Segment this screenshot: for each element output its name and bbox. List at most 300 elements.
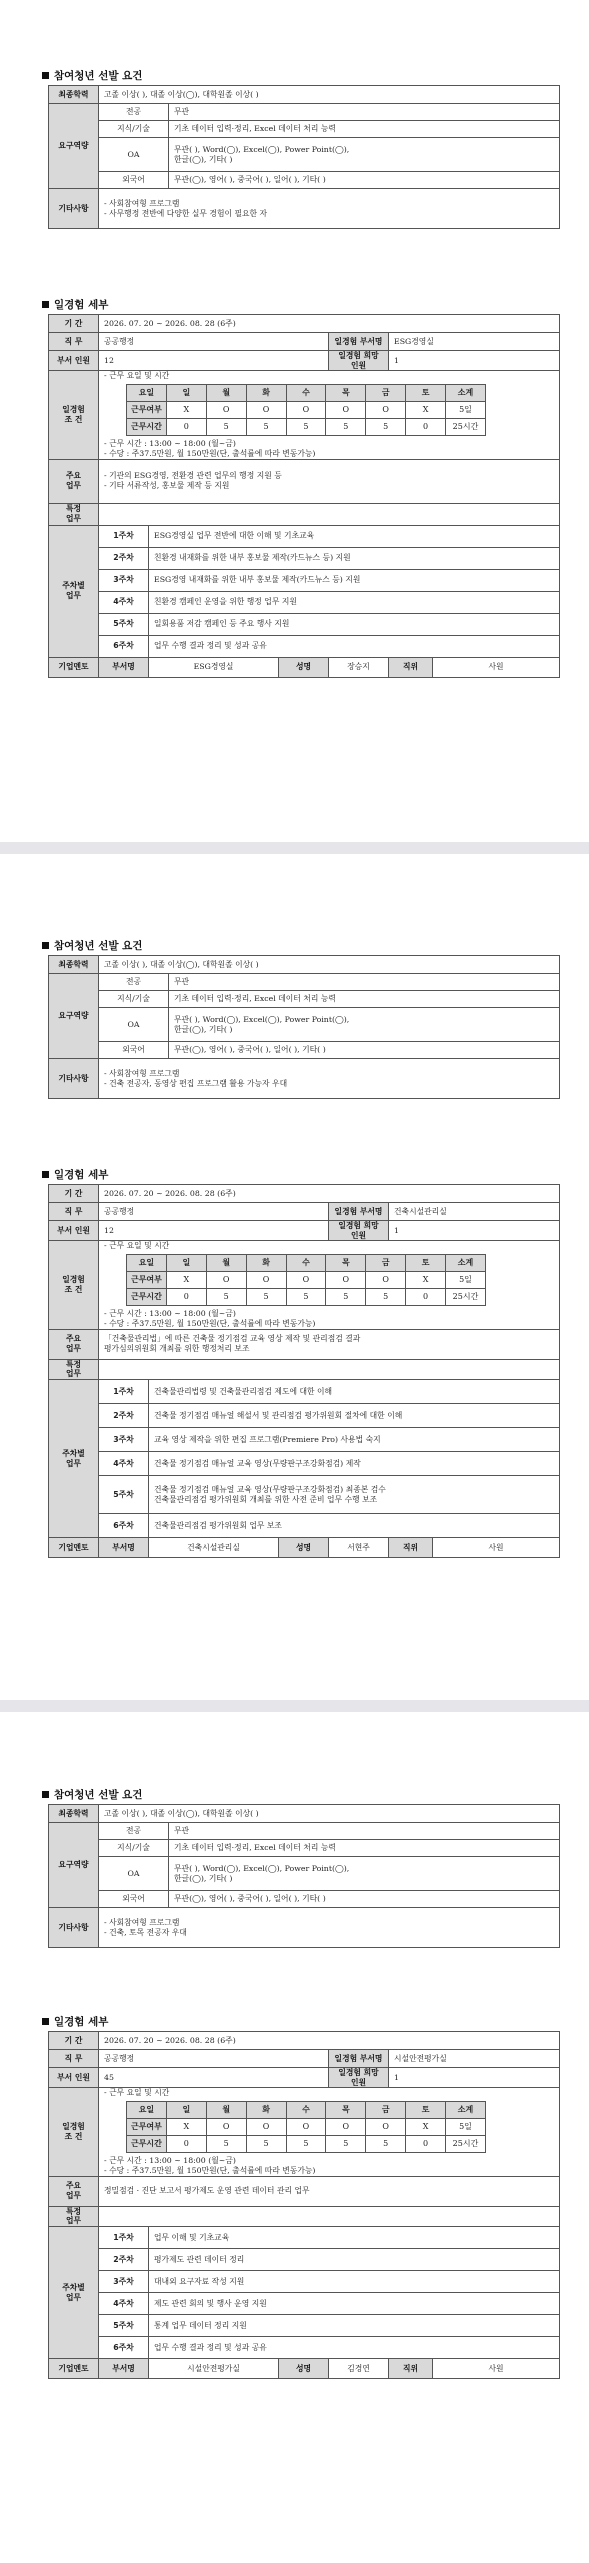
condition-line: - 근무 시간 : 13:00 ~ 18:00 (월~금) <box>104 439 236 449</box>
schedule-cell: X <box>166 2119 206 2136</box>
week-task <box>149 1404 560 1428</box>
schedule-cell: X <box>406 402 446 419</box>
schedule-cell: 0 <box>166 2136 206 2153</box>
mentor-name-value: 장승지 <box>329 657 389 677</box>
oa-line: 무관( ), Word(◯), Excel(◯), Power Point(◯), <box>174 1014 350 1024</box>
oa-line: 한글(◯), 기타( ) <box>174 1873 233 1883</box>
schedule-header-cell: 금 <box>366 385 406 402</box>
mentor-name-value: 서현주 <box>329 1538 389 1558</box>
staff-label: 부서 인원 <box>49 2068 99 2088</box>
weekly-label-line: 업무 <box>65 2292 82 2302</box>
week-task-line: 건축물관리점검 평가위원회 업무 보조 <box>154 1520 282 1530</box>
week-task-line: 대내외 요구자료 작성 지원 <box>154 2276 245 2286</box>
etc-line: - 건축 전공자, 동영상 편집 프로그램 활용 가능자 우대 <box>104 1078 288 1088</box>
week-row <box>49 1380 560 1404</box>
schedule-header-cell: 수 <box>286 2102 326 2119</box>
week-task <box>149 591 560 613</box>
schedule-cell: O <box>326 1272 366 1289</box>
main-duty-line: - 기타 서류작성, 홍보물 제작 등 지원 <box>104 481 230 491</box>
skill-label: 지식/기술 <box>99 991 169 1008</box>
dept-label: 일경험 부서명 <box>329 2050 389 2068</box>
oa-value <box>169 1008 560 1042</box>
weekly-label <box>49 2227 99 2359</box>
weekly-label <box>49 525 99 657</box>
week-number: 2주차 <box>99 547 149 569</box>
period-label: 기 간 <box>49 1185 99 1203</box>
duty-value: 공공행정 <box>99 333 329 351</box>
condition-label <box>49 371 99 459</box>
mentor-dept-label: 부서명 <box>99 1538 149 1558</box>
week-number: 4주차 <box>99 2293 149 2315</box>
requirements-table <box>48 1804 560 1948</box>
schedule-cell: O <box>206 2119 246 2136</box>
schedule-cell: O <box>206 402 246 419</box>
condition-value <box>99 1241 560 1329</box>
schedule-cell: 5 <box>206 1289 246 1306</box>
week-row <box>49 591 560 613</box>
etc-line: - 사회참여형 프로그램 <box>104 198 180 208</box>
schedule-header-cell: 소계 <box>446 2102 486 2119</box>
schedule-cell: 0 <box>406 419 446 436</box>
work-detail-table <box>48 2031 560 2379</box>
special-duty-label-line: 특정 <box>65 1359 82 1369</box>
week-row <box>49 1514 560 1538</box>
week-task <box>149 1428 560 1452</box>
oa-value <box>169 1857 560 1891</box>
week-row <box>49 2271 560 2293</box>
schedule-cell: X <box>406 2119 446 2136</box>
week-row <box>49 635 560 657</box>
oa-line: 한글(◯), 기타( ) <box>174 154 233 164</box>
section-title-text: 참여청년 선발 요건 <box>54 1789 143 1801</box>
week-row <box>49 2227 560 2249</box>
language-value: 무관(◯), 영어( ), 중국어( ), 일어( ), 기타( ) <box>169 1891 560 1908</box>
condition-label <box>49 2088 99 2176</box>
education-label: 최종학력 <box>49 956 99 974</box>
week-task <box>149 1514 560 1538</box>
schedule-cell: 5일 <box>446 1272 486 1289</box>
etc-value <box>99 1059 560 1099</box>
schedule-attend-row <box>127 2119 486 2136</box>
week-task-line: 평가제도 관련 데이터 정리 <box>154 2254 245 2264</box>
language-label: 외국어 <box>99 172 169 189</box>
schedule-header-cell: 월 <box>206 2102 246 2119</box>
period-value: 2026. 07. 20 ~ 2026. 08. 28 (6주) <box>99 1185 560 1203</box>
week-task <box>149 1476 560 1514</box>
week-number: 4주차 <box>99 591 149 613</box>
requirements-title <box>42 68 142 83</box>
schedule-cell: 25시간 <box>446 419 486 436</box>
week-row <box>49 2249 560 2271</box>
schedule-header-cell: 목 <box>326 385 366 402</box>
week-row <box>49 2337 560 2359</box>
main-duty-label <box>49 459 99 503</box>
schedule-table <box>126 1254 486 1306</box>
mentor-name-label: 성명 <box>279 1538 329 1558</box>
work-detail-title <box>42 2014 108 2029</box>
special-duty-label <box>49 503 99 525</box>
schedule-cell: 5 <box>246 419 286 436</box>
mentor-title-label: 직위 <box>389 1538 433 1558</box>
schedule-cell: O <box>366 1272 406 1289</box>
mentor-dept-label: 부서명 <box>99 657 149 677</box>
condition-label-line: 일경험 <box>62 1275 85 1285</box>
main-duty-value <box>99 459 560 503</box>
main-duty-label-line: 주요 <box>65 2181 82 2191</box>
main-duty-value <box>99 2176 560 2206</box>
requirements-title <box>42 1787 142 1802</box>
schedule-cell: 근무여부 <box>127 402 167 419</box>
mentor-title-value: 사원 <box>433 1538 560 1558</box>
major-value: 무관 <box>169 974 560 991</box>
week-number: 3주차 <box>99 2271 149 2293</box>
week-row <box>49 2293 560 2315</box>
work-detail-title <box>42 297 108 312</box>
schedule-header-cell: 요일 <box>127 2102 167 2119</box>
schedule-cell: O <box>246 1272 286 1289</box>
etc-label: 기타사항 <box>49 1059 99 1099</box>
week-row <box>49 547 560 569</box>
education-value: 고졸 이상( ), 대졸 이상(◯), 대학원졸 이상( ) <box>99 86 560 104</box>
schedule-hours-row <box>127 1289 486 1306</box>
schedule-cell: 5 <box>366 419 406 436</box>
special-duty-label-line: 업무 <box>65 1369 82 1379</box>
condition-intro: - 근무 요일 및 시간 <box>104 2088 170 2098</box>
week-task-line: 친환경 내재화를 위한 내부 홍보물 제작(카드뉴스 등) 지원 <box>154 553 351 563</box>
etc-line: - 사회참여형 프로그램 <box>104 1917 180 1927</box>
etc-line: - 사회참여형 프로그램 <box>104 1068 180 1078</box>
schedule-cell: X <box>166 1272 206 1289</box>
week-task <box>149 525 560 547</box>
period-value: 2026. 07. 20 ~ 2026. 08. 28 (6주) <box>99 315 560 333</box>
hope-label: 일경험 희망 인원 <box>329 351 389 371</box>
week-task-line: 제도 관련 회의 및 행사 운영 지원 <box>154 2298 267 2308</box>
condition-line: - 수당 : 주37.5만원, 월 150만원(단, 출석률에 따라 변동가능) <box>104 448 316 458</box>
week-task-line: 건축물 정기점검 매뉴얼 교육 영상(무량판구조강화점검) 제작 <box>154 1458 361 1468</box>
schedule-cell: 5 <box>246 1289 286 1306</box>
section-title-text: 일경험 세부 <box>54 2016 109 2028</box>
schedule-cell: 5 <box>366 1289 406 1306</box>
week-task-line: 업무 이해 및 기초교육 <box>154 2232 230 2242</box>
education-value: 고졸 이상( ), 대졸 이상(◯), 대학원졸 이상( ) <box>99 1805 560 1823</box>
schedule-table <box>126 384 486 436</box>
week-task <box>149 613 560 635</box>
schedule-cell: O <box>326 2119 366 2136</box>
schedule-header-cell: 월 <box>206 385 246 402</box>
staff-value: 12 <box>99 351 329 371</box>
schedule-cell: 25시간 <box>446 2136 486 2153</box>
major-value: 무관 <box>169 104 560 121</box>
schedule-header-cell: 토 <box>406 385 446 402</box>
week-number: 6주차 <box>99 2337 149 2359</box>
schedule-cell: O <box>246 2119 286 2136</box>
schedule-header-cell: 일 <box>166 385 206 402</box>
schedule-header-cell: 소계 <box>446 1255 486 1272</box>
special-duty-label-line: 업무 <box>65 514 82 524</box>
competency-label: 요구역량 <box>49 1823 99 1908</box>
week-number: 1주차 <box>99 525 149 547</box>
week-task <box>149 2293 560 2315</box>
schedule-cell: 5일 <box>446 402 486 419</box>
schedule-header-cell: 일 <box>166 2102 206 2119</box>
square-bullet-icon <box>42 942 49 949</box>
schedule-cell: O <box>206 1272 246 1289</box>
schedule-header-cell: 토 <box>406 2102 446 2119</box>
schedule-cell: O <box>286 402 326 419</box>
mentor-dept-value: 건축시설관리실 <box>149 1538 279 1558</box>
week-task <box>149 547 560 569</box>
schedule-cell: 5 <box>326 1289 366 1306</box>
week-task <box>149 2315 560 2337</box>
staff-value: 45 <box>99 2068 329 2088</box>
special-duty-label-line: 업무 <box>65 2216 82 2226</box>
week-row <box>49 1428 560 1452</box>
condition-value <box>99 2088 560 2176</box>
schedule-header-cell: 화 <box>246 2102 286 2119</box>
square-bullet-icon <box>42 1171 49 1178</box>
week-number: 1주차 <box>99 1380 149 1404</box>
schedule-attend-row <box>127 1272 486 1289</box>
skill-value: 기초 데이터 입력·정리, Excel 데이터 처리 능력 <box>169 991 560 1008</box>
condition-intro: - 근무 요일 및 시간 <box>104 1241 170 1251</box>
schedule-header-cell: 금 <box>366 1255 406 1272</box>
week-task <box>149 635 560 657</box>
condition-intro: - 근무 요일 및 시간 <box>104 371 170 381</box>
schedule-cell: 0 <box>406 1289 446 1306</box>
section-title-text: 일경험 세부 <box>54 1169 109 1181</box>
work-detail-table <box>48 1184 560 1558</box>
schedule-cell: 5 <box>286 419 326 436</box>
schedule-header-cell: 화 <box>246 385 286 402</box>
condition-line: - 근무 시간 : 13:00 ~ 18:00 (월~금) <box>104 2156 236 2166</box>
main-duty-label-line: 주요 <box>65 471 82 481</box>
main-duty-line: 「건축물관리법」에 따른 건축물 정기점검 교육 영상 제작 및 관리점검 결과 <box>104 1334 361 1344</box>
work-detail-table <box>48 314 560 678</box>
dept-label: 일경험 부서명 <box>329 1203 389 1221</box>
schedule-cell: 5 <box>206 419 246 436</box>
skill-label: 지식/기술 <box>99 1840 169 1857</box>
page-gap <box>0 1700 589 1712</box>
schedule-header-row <box>127 1255 486 1272</box>
week-number: 2주차 <box>99 2249 149 2271</box>
schedule-hours-row <box>127 2136 486 2153</box>
weekly-label-line: 주차별 <box>62 1448 85 1458</box>
period-value: 2026. 07. 20 ~ 2026. 08. 28 (6주) <box>99 2032 560 2050</box>
weekly-label-line: 업무 <box>65 1458 82 1468</box>
period-label: 기 간 <box>49 2032 99 2050</box>
mentor-label: 기업멘토 <box>49 1538 99 1558</box>
language-label: 외국어 <box>99 1042 169 1059</box>
special-duty-label-line: 특정 <box>65 504 82 514</box>
section-title-text: 참여청년 선발 요건 <box>54 940 143 952</box>
week-row <box>49 613 560 635</box>
schedule-cell: 5 <box>326 2136 366 2153</box>
etc-value <box>99 1908 560 1948</box>
square-bullet-icon <box>42 72 49 79</box>
etc-label: 기타사항 <box>49 189 99 229</box>
schedule-header-row <box>127 385 486 402</box>
week-number: 2주차 <box>99 1404 149 1428</box>
week-task <box>149 2271 560 2293</box>
schedule-cell: 5 <box>326 419 366 436</box>
schedule-cell: 5 <box>206 2136 246 2153</box>
special-duty-value <box>99 2206 560 2226</box>
schedule-cell: 근무시간 <box>127 419 167 436</box>
schedule-header-cell: 목 <box>326 1255 366 1272</box>
week-number: 6주차 <box>99 1514 149 1538</box>
week-task-line: 업무 수행 결과 정리 및 성과 공유 <box>154 641 267 651</box>
duty-label: 직 무 <box>49 2050 99 2068</box>
schedule-header-cell: 수 <box>286 385 326 402</box>
main-duty-value <box>99 1329 560 1359</box>
special-duty-value <box>99 503 560 525</box>
condition-line: - 근무 시간 : 13:00 ~ 18:00 (월~금) <box>104 1309 236 1319</box>
schedule-cell: 5 <box>286 2136 326 2153</box>
schedule-cell: O <box>286 2119 326 2136</box>
week-task <box>149 1380 560 1404</box>
etc-line: - 사무행정 전반에 다양한 실무 경험이 필요한 자 <box>104 208 268 218</box>
schedule-header-cell: 화 <box>246 1255 286 1272</box>
special-duty-label-line: 특정 <box>65 2206 82 2216</box>
week-number: 6주차 <box>99 635 149 657</box>
square-bullet-icon <box>42 301 49 308</box>
section-title-text: 일경험 세부 <box>54 299 109 311</box>
condition-line: - 수당 : 주37.5만원, 월 150만원(단, 출석률에 따라 변동가능) <box>104 1318 316 1328</box>
schedule-header-cell: 일 <box>166 1255 206 1272</box>
skill-value: 기초 데이터 입력·정리, Excel 데이터 처리 능력 <box>169 121 560 138</box>
mentor-title-label: 직위 <box>389 657 433 677</box>
schedule-cell: 5 <box>286 1289 326 1306</box>
schedule-cell: X <box>166 402 206 419</box>
week-task <box>149 2227 560 2249</box>
week-task <box>149 2249 560 2271</box>
week-task <box>149 1452 560 1476</box>
week-row <box>49 525 560 547</box>
week-row <box>49 2315 560 2337</box>
special-duty-label <box>49 1359 99 1379</box>
schedule-header-cell: 월 <box>206 1255 246 1272</box>
square-bullet-icon <box>42 1791 49 1798</box>
major-label: 전공 <box>99 974 169 991</box>
week-row <box>49 1452 560 1476</box>
duty-label: 직 무 <box>49 333 99 351</box>
week-number: 3주차 <box>99 569 149 591</box>
dept-value: 시설안전평가실 <box>389 2050 560 2068</box>
schedule-cell: 0 <box>406 2136 446 2153</box>
week-task-line: 건축물 정기점검 매뉴얼 교육 영상(무량판구조강화점검) 최종본 검수 <box>154 1484 386 1494</box>
week-task-line: 일회용품 저감 캠페인 등 주요 행사 지원 <box>154 619 290 629</box>
page-gap <box>0 842 589 854</box>
schedule-cell: 5 <box>246 2136 286 2153</box>
schedule-cell: O <box>366 402 406 419</box>
education-value: 고졸 이상( ), 대졸 이상(◯), 대학원졸 이상( ) <box>99 956 560 974</box>
week-task-line: 건축물 정기점검 매뉴얼 해설서 및 관리점검 평가위원회 절차에 대한 이해 <box>154 1410 403 1420</box>
requirements-table <box>48 85 560 229</box>
main-duty-label <box>49 1329 99 1359</box>
mentor-label: 기업멘토 <box>49 657 99 677</box>
main-duty-line: 정밀점검 · 진단 보고서 평가제도 운영 관련 데이터 관리 업무 <box>104 2186 310 2196</box>
skill-value: 기초 데이터 입력·정리, Excel 데이터 처리 능력 <box>169 1840 560 1857</box>
week-task-line: 통계 업무 데이터 정리 지원 <box>154 2320 247 2330</box>
staff-label: 부서 인원 <box>49 351 99 371</box>
education-label: 최종학력 <box>49 1805 99 1823</box>
condition-label-line: 조 건 <box>64 415 83 425</box>
week-number: 1주차 <box>99 2227 149 2249</box>
main-duty-label-line: 주요 <box>65 1334 82 1344</box>
hope-value: 1 <box>389 351 560 371</box>
schedule-cell: 0 <box>166 1289 206 1306</box>
condition-label <box>49 1241 99 1329</box>
major-label: 전공 <box>99 1823 169 1840</box>
week-number: 4주차 <box>99 1452 149 1476</box>
period-label: 기 간 <box>49 315 99 333</box>
major-label: 전공 <box>99 104 169 121</box>
competency-label: 요구역량 <box>49 974 99 1059</box>
condition-line: - 수당 : 주37.5만원, 월 150만원(단, 출석률에 따라 변동가능) <box>104 2165 316 2175</box>
schedule-cell: 25시간 <box>446 1289 486 1306</box>
schedule-cell: 5 <box>366 2136 406 2153</box>
schedule-cell: O <box>326 402 366 419</box>
requirements-table <box>48 955 560 1099</box>
condition-value <box>99 371 560 459</box>
week-number: 5주차 <box>99 2315 149 2337</box>
schedule-cell: 근무시간 <box>127 1289 167 1306</box>
schedule-header-cell: 토 <box>406 1255 446 1272</box>
hope-label: 일경험 희망 인원 <box>329 1221 389 1241</box>
week-task-line: 건축물관리법령 및 건축물관리점검 제도에 대한 이해 <box>154 1386 333 1396</box>
schedule-header-cell: 목 <box>326 2102 366 2119</box>
major-value: 무관 <box>169 1823 560 1840</box>
week-number: 3주차 <box>99 1428 149 1452</box>
schedule-cell: X <box>406 1272 446 1289</box>
week-task-line: 교육 영상 제작을 위한 편집 프로그램(Premiere Pro) 사용법 숙지 <box>154 1434 381 1444</box>
week-number: 5주차 <box>99 1476 149 1514</box>
mentor-name-label: 성명 <box>279 2359 329 2379</box>
weekly-label-line: 업무 <box>65 591 82 601</box>
etc-value <box>99 189 560 229</box>
schedule-header-cell: 금 <box>366 2102 406 2119</box>
weekly-label <box>49 1380 99 1538</box>
mentor-dept-value: 시설안전평가실 <box>149 2359 279 2379</box>
schedule-cell: 근무여부 <box>127 1272 167 1289</box>
square-bullet-icon <box>42 2018 49 2025</box>
schedule-cell: 근무시간 <box>127 2136 167 2153</box>
condition-label-line: 일경험 <box>62 2122 85 2132</box>
etc-line: - 건축, 토목 전공자 우대 <box>104 1927 187 1937</box>
schedule-cell: 0 <box>166 419 206 436</box>
oa-label: OA <box>99 1008 169 1042</box>
oa-line: 무관( ), Word(◯), Excel(◯), Power Point(◯), <box>174 144 350 154</box>
oa-label: OA <box>99 138 169 172</box>
competency-label: 요구역량 <box>49 104 99 189</box>
week-row <box>49 569 560 591</box>
special-duty-label <box>49 2206 99 2226</box>
weekly-label-line: 주차별 <box>62 581 85 591</box>
section-title-text: 참여청년 선발 요건 <box>54 70 143 82</box>
language-value: 무관(◯), 영어( ), 중국어( ), 일어( ), 기타( ) <box>169 172 560 189</box>
schedule-cell: 근무여부 <box>127 2119 167 2136</box>
week-task-line: 건축물관리점검 평가위원회 개최를 위한 사전 준비 업무 수행 보조 <box>154 1494 378 1504</box>
hope-value: 1 <box>389 1221 560 1241</box>
week-row <box>49 1404 560 1428</box>
mentor-dept-label: 부서명 <box>99 2359 149 2379</box>
oa-value <box>169 138 560 172</box>
main-duty-label-line: 업무 <box>65 2191 82 2201</box>
schedule-cell: O <box>246 402 286 419</box>
schedule-header-cell: 수 <box>286 1255 326 1272</box>
hope-value: 1 <box>389 2068 560 2088</box>
staff-value: 12 <box>99 1221 329 1241</box>
